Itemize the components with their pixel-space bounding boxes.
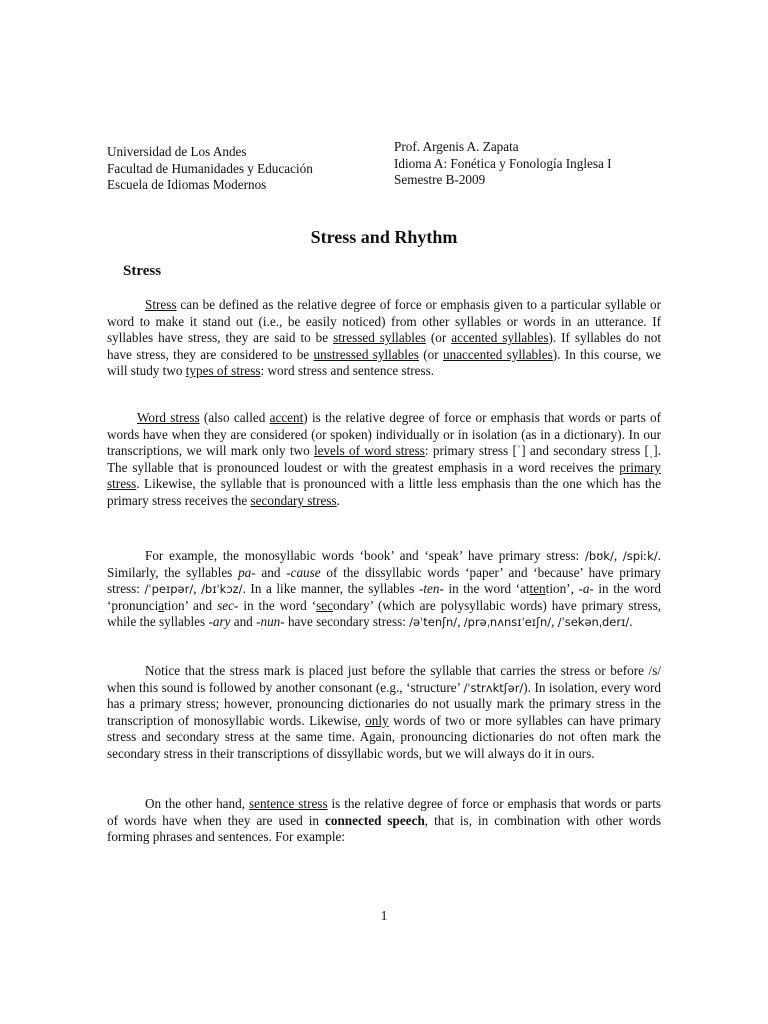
page-number: 1 — [380, 908, 388, 923]
document-title: Stress and Rhythm — [310, 227, 458, 247]
institution-line: Escuela de Idiomas Modernos — [107, 177, 267, 193]
institution-header — [107, 144, 313, 194]
course-line: Semestre B-2009 — [394, 172, 486, 188]
course-header — [394, 139, 612, 189]
paragraph-stress-definition: Stress can be defined as the relative degree of force or emphasis given to a particular syllable or word to make it stand out (i.e., be easily noticed) from other syllables or words in an utterance. If syllables have stress, they are said to be stressed syllables (or accented syllables). If syllables do not have stress, they are considered to be unstressed syllables (or unaccented syllables). In this course, we will study two types of stress: word stress and sentence stress. — [107, 297, 661, 379]
section-heading: Stress — [123, 263, 162, 279]
institution-line: Facultad de Humanidades y Educación — [107, 160, 313, 176]
paragraph-sentence-stress: On the other hand, sentence stress is the relative degree of force or emphasis that words or parts of words have when they are used in connected speech, that is, in combination with other words forming phrases and sentences. For example: — [107, 796, 662, 845]
course-line: Idioma A: Fonética y Fonología Inglesa I — [394, 155, 612, 171]
paragraph-examples: For example, the monosyllabic words ‘book’ and ‘speak’ have primary stress: /bʊk/, /spiːk/. Similarly, the syllables pa- and -cause of the dissyllabic words ‘paper’ and ‘because’ have primary stress: /ˈpeɪpər/, /bɪˈkɔz/. In a like manner, the syllables -ten- in the word ‘attention’, -a- in the word ‘pronunciation’ and sec- in the word ‘secondary’ (which are polysyllabic words) have primary stress, while the syllables -ary and -nun- have secondary stress: /əˈtenʃn/, /prəˌnʌnsɪˈeɪʃn/, /ˈsekənˌderɪ/. — [107, 548, 661, 630]
paragraph-word-stress: Word stress (also called accent) is the relative degree of force or emphasis that words or parts of words have when they are considered (or spoken) individually or in isolation (as in a dictionary). In our transcriptions, we will mark only two levels of word stress: primary stress [ˈ] and secondary stress [ˌ]. The syllable that is pronounced loudest or with the greatest emphasis in a word receives the primary stress. Likewise, the syllable that is pronounced with a little less emphasis than the one which has the primary stress receives the secondary stress. — [107, 410, 662, 508]
institution-line: Universidad de Los Andes — [107, 144, 247, 159]
course-line: Prof. Argenis A. Zapata — [394, 139, 519, 154]
paragraph-stress-mark: Notice that the stress mark is placed just before the syllable that carries the stress or before /s/ when this sound is followed by another consonant (e.g., ‘structure’ /ˈstrʌktʃər/). In isolation, every word has a primary stress; however, pronouncing dictionaries do not usually mark the primary stress in the transcription of monosyllabic words. Likewise, only words of two or more syllables can have primary stress and secondary stress at the same time. Again, pronouncing dictionaries do not often mark the secondary stress in their transcriptions of dissyllabic words, but we will always do it in ours. — [107, 663, 662, 761]
